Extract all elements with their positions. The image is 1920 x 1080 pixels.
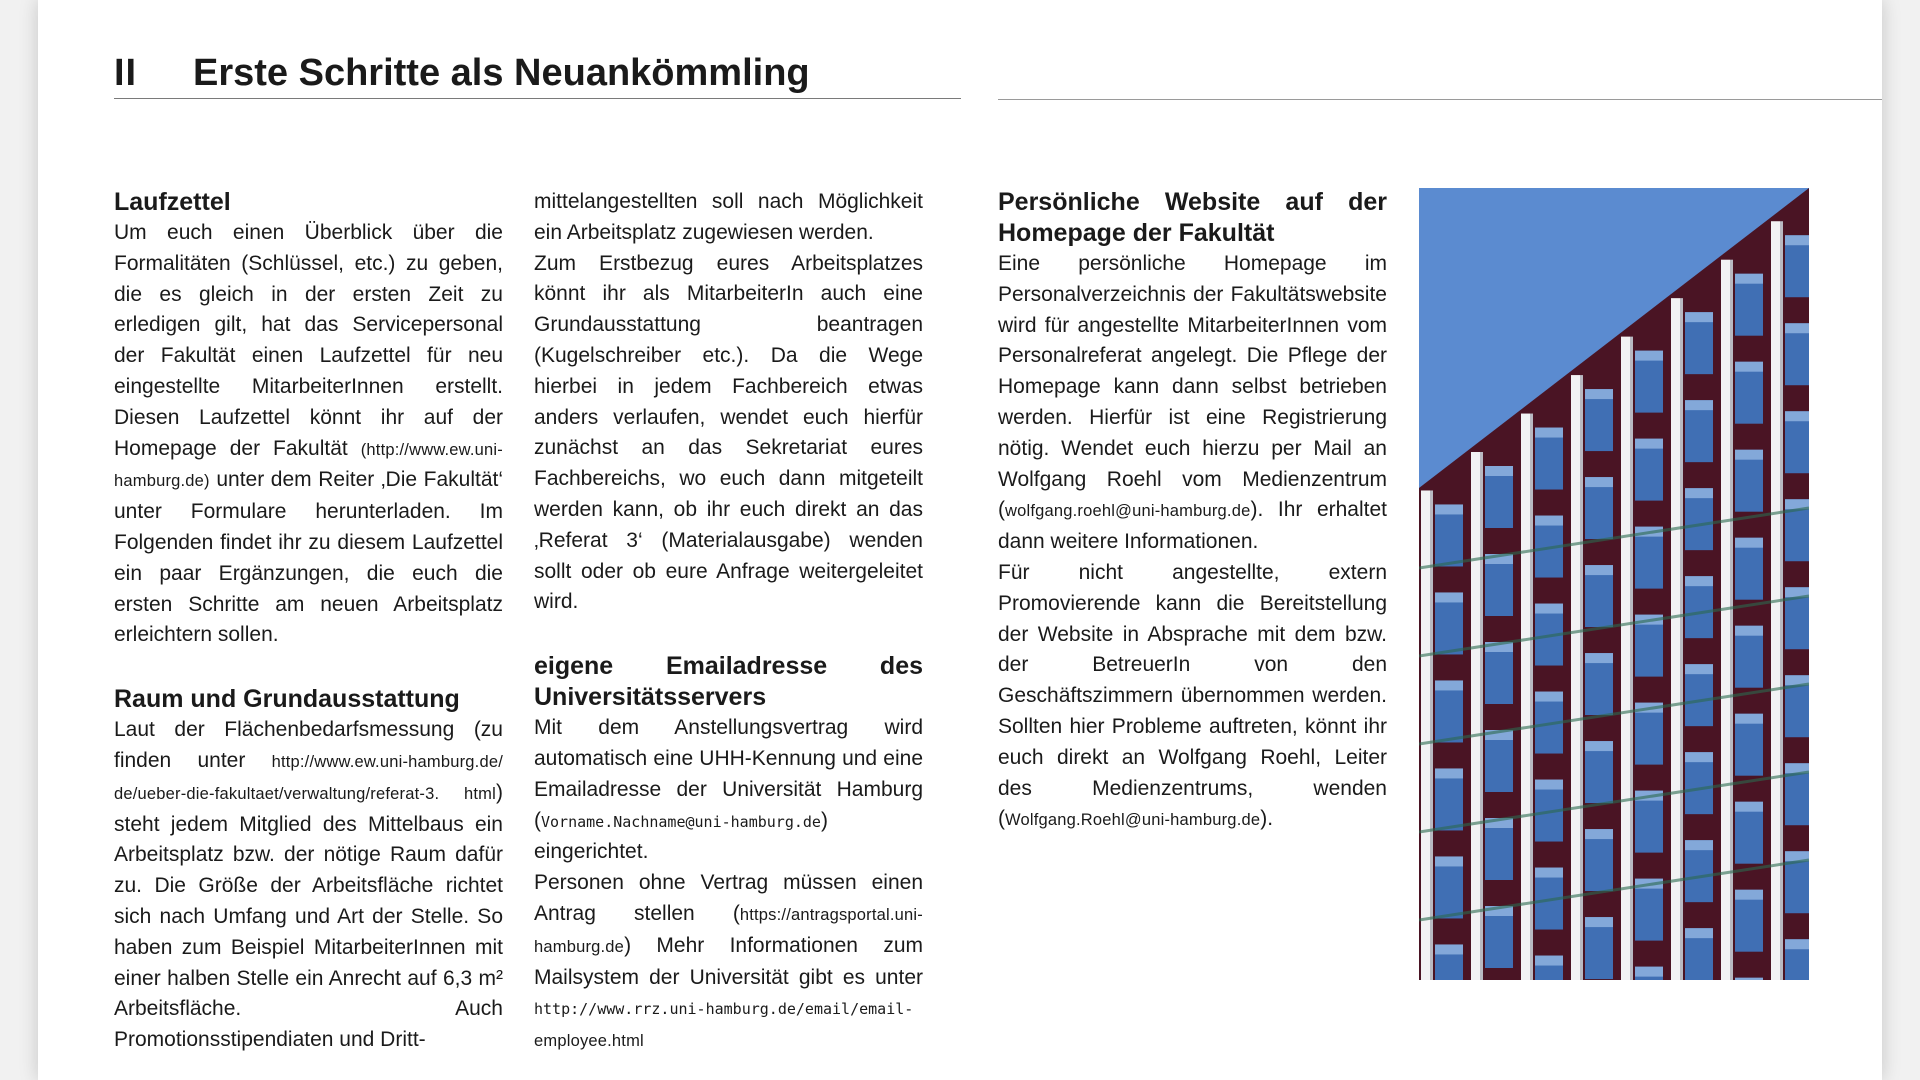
building-facade-photo	[1419, 188, 1809, 980]
paragraph-text: Eine persönliche Homepage im Personalverzeichnis der Fakultätswebsite wird für angestellte MitarbeiterInnen vom Personalreferat angelegt. Die Pflege der Homepage kann dann selbst betrieben werden. Hierfür ist eine Registrierung nötig. Wendet euch hierzu per Mail an Wolfgang Roehl vom Medienzentrum (	[998, 252, 1387, 522]
paragraph-text: ).	[1260, 807, 1274, 831]
glass-reflection	[1735, 274, 1763, 284]
glass-reflection	[1535, 692, 1563, 702]
rrz-email-info-link-end[interactable]: employee.html	[534, 1032, 644, 1051]
paragraph-text: unter dem Reiter ‚Die Fakultät‘ unter Formulare herunterladen. Im Folgenden findet ihr zu diesem Laufzettel ein paar Ergänzungen, die euch die ersten Schritte am neuen Arbeitsplatz erleichtern sollen.	[114, 468, 503, 647]
glass-reflection	[1535, 428, 1563, 438]
glass-reflection	[1435, 680, 1463, 690]
document-page	[38, 0, 1882, 1080]
header-rule	[998, 99, 1882, 100]
paragraph-grundausstattung: Zum Erstbezug eures Arbeitsplatzes könnt ihr als MitarbeiterIn auch eine Grundausstattung beantragen (Kugelschreiber etc.). Da die Wege hierbei in jedem Fachbereich etwas anders verlaufen, wendet euch hierfür zunächst an das Sekretariat eures Fachbereichs, wo euch dann mitgeteilt werden kann, ob ihr euch direkt an das ‚Referat 3‘ (Materialausgabe) wenden sollt oder ob eure Anfrage weitergeleitet wird.	[534, 251, 923, 614]
paragraph-text: Um euch einen Überblick über die Formalitäten (Schlüssel, etc.) zu geben, die es gleich in der ersten Zeit zu erledigen gilt, hat das Servicepersonal der Fakultät einen Laufzettel für neu eingestellte MitarbeiterInnen erstellt. Diesen Laufzettel könnt ihr auf der Homepage der Fakultät	[114, 221, 503, 460]
glass-reflection	[1585, 653, 1613, 663]
paragraph-text: ). Ihr erhaltet dann weitere Informationen.	[998, 498, 1387, 554]
glass-reflection	[1735, 890, 1763, 900]
paragraph-antrag	[534, 868, 923, 1057]
section-heading-raum: Raum und Grundausstattung	[114, 685, 460, 714]
glass-reflection	[1435, 592, 1463, 602]
glass-reflection	[1635, 439, 1663, 449]
facade-fin	[1571, 375, 1580, 980]
glass-reflection	[1585, 477, 1613, 487]
glass-reflection	[1635, 351, 1663, 361]
glass-reflection	[1735, 978, 1763, 980]
paragraph-email	[534, 713, 923, 868]
glass-reflection	[1785, 323, 1809, 333]
glass-reflection	[1435, 856, 1463, 866]
glass-reflection	[1735, 362, 1763, 372]
glass-reflection	[1585, 389, 1613, 399]
glass-reflection	[1535, 604, 1563, 614]
chapter-number: II	[114, 52, 138, 94]
facade-fin	[1621, 337, 1630, 980]
fin-shadow	[1630, 337, 1633, 980]
glass-reflection	[1435, 504, 1463, 514]
fin-shadow	[1680, 298, 1683, 980]
glass-reflection	[1685, 576, 1713, 586]
facade-fin	[1471, 452, 1480, 980]
rrz-email-info-link[interactable]: http://www.rrz.uni-hamburg.de/email/email-	[534, 1000, 914, 1019]
paragraph-text: Für nicht angestellte, extern Promovierende kann die Bereitstellung der Website in Absprache mit dem bzw. der BetreuerIn von den Geschäftszimmern übernommen werden. Sollten hier Probleme auftreten, könnt ihr euch direkt an Wolfgang Roehl, Leiter des Medienzentrums, wenden (	[998, 560, 1387, 831]
paragraph-extern	[998, 558, 1387, 836]
glass-reflection	[1685, 752, 1713, 762]
glass-reflection	[1735, 538, 1763, 548]
section-heading-laufzettel: Laufzettel	[114, 188, 231, 216]
section-heading-website: Persönliche Website auf der Homepage der Fakultät	[998, 188, 1387, 247]
facade-fin	[1521, 414, 1530, 980]
fin-shadow	[1430, 490, 1433, 980]
glass-reflection	[1585, 741, 1613, 751]
glass-reflection	[1735, 450, 1763, 460]
glass-reflection	[1685, 840, 1713, 850]
glass-reflection	[1785, 235, 1809, 245]
glass-reflection	[1585, 917, 1613, 927]
paragraph-raum	[114, 715, 503, 1056]
paragraph-text: ) eingerichtet.	[534, 808, 828, 864]
email-address-format: Vorname.Nachname@uni-hamburg.de	[541, 812, 821, 831]
paragraph-text: Personen ohne Vertrag müssen einen Antrag stellen (	[534, 871, 923, 925]
antragsportal-link[interactable]: https://antragsportal.uni-hamburg.de	[534, 905, 923, 956]
text-column-1	[114, 187, 503, 1056]
chapter-title: Erste Schritte als Neuankömmling	[193, 52, 810, 94]
paragraph-website	[998, 249, 1387, 558]
facade-illustration	[1419, 188, 1809, 980]
facade-fin	[1671, 298, 1680, 980]
glass-reflection	[1735, 714, 1763, 724]
text-column-2	[534, 187, 923, 1057]
referat-3-link[interactable]: http://www.ew.uni-hamburg.de/ de/ueber-die-fakultaet/verwaltung/referat-3. html	[114, 752, 503, 803]
contact-email-link[interactable]: wolfgang.roehl@uni-hamburg.de	[1005, 502, 1251, 521]
glass-reflection	[1435, 944, 1463, 954]
paragraph-raum-continued: mittelangestellten soll nach Möglichkeit ein Arbeitsplatz zugewiesen werden.	[534, 190, 923, 244]
glass-reflection	[1485, 466, 1513, 476]
glass-reflection	[1535, 516, 1563, 526]
glass-reflection	[1435, 768, 1463, 778]
glass-reflection	[1785, 411, 1809, 421]
glass-reflection	[1585, 829, 1613, 839]
fin-shadow	[1580, 375, 1583, 980]
glass-reflection	[1685, 664, 1713, 674]
glass-reflection	[1635, 967, 1663, 977]
paragraph-text: Laut der Flächenbedarfsmessung (zu finden unter	[114, 718, 503, 772]
glass-reflection	[1685, 488, 1713, 498]
text-column-3	[998, 187, 1387, 836]
facade-fin	[1421, 490, 1430, 980]
faculty-homepage-link[interactable]: (http://www.ew.uni-hamburg.de)	[114, 440, 503, 491]
glass-reflection	[1735, 626, 1763, 636]
glass-reflection	[1535, 956, 1563, 966]
glass-reflection	[1785, 939, 1809, 949]
chapter-header	[114, 48, 961, 99]
fin-shadow	[1530, 414, 1533, 980]
section-heading-email: eigene Emailadresse des Universitätsservers	[534, 652, 923, 712]
glass-reflection	[1685, 312, 1713, 322]
paragraph-text: ) Mehr Informationen zum Mailsystem der Universität gibt es unter	[534, 933, 923, 989]
paragraph-laufzettel	[114, 218, 503, 651]
glass-reflection	[1685, 400, 1713, 410]
glass-reflection	[1585, 565, 1613, 575]
glass-reflection	[1735, 802, 1763, 812]
paragraph-text: Mit dem Anstellungsvertrag wird automatisch eine UHH-Kennung und eine Emailadresse der Universität Hamburg (	[534, 716, 923, 832]
contact-email-link-2[interactable]: Wolfgang.Roehl@uni-hamburg.de	[1005, 811, 1261, 830]
glass-reflection	[1535, 780, 1563, 790]
paragraph-text: ) steht jedem Mitglied des Mittelbaus ein Arbeitsplatz bzw. der nötige Raum dafür zu. Die Größe der Arbeitsfläche richtet sich nach Umfang und Art der Stelle. So haben zum Beispiel MitarbeiterInnen mit einer halben Stelle ein Anrecht auf 6,3 m² Arbeitsfläche. Auch Promotionsstipendiaten und Dritt-	[114, 780, 503, 1052]
glass-reflection	[1685, 928, 1713, 938]
glass-reflection	[1535, 868, 1563, 878]
fin-shadow	[1480, 452, 1483, 980]
